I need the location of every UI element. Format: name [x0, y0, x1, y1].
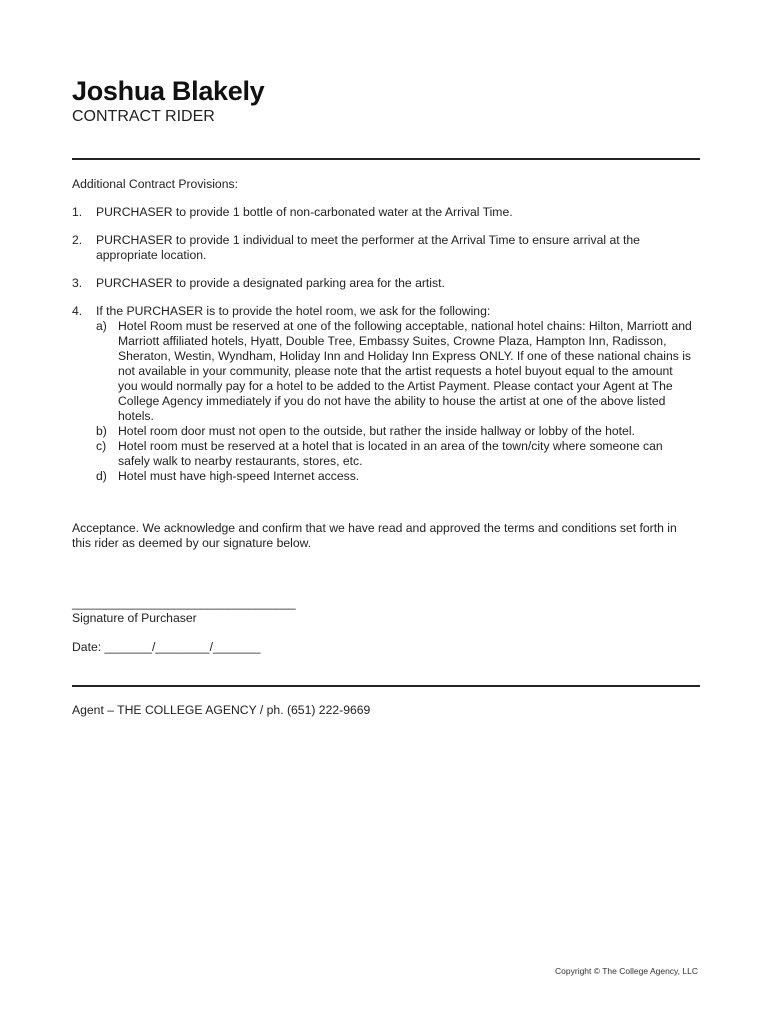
provisions-intro: Additional Contract Provisions:	[72, 177, 238, 191]
page-subtitle: CONTRACT RIDER	[72, 108, 215, 125]
header-divider	[72, 158, 700, 160]
hotel-requirement	[96, 319, 692, 424]
requirement-text: Hotel Room must be reserved at one of the following acceptable, national hotel chains: Hilton, Marriott and Marriott affiliated hotels, Hyatt, Double Tree, Embassy Suites, Crowne Plaza, Hampton Inn, Radisson, Sheraton, Westin, Wyndham, Holiday Inn and Holiday Inn Express ONLY. If one of these national chains is not available in your community, please note that the artist requests a hotel buyout equal to the amount you would normally pay for a hotel to be added to the Artist Payment. Please contact your Agent at The College Agency immediately if you do not have the ability to house the artist at one of the above listed hotels.	[118, 319, 692, 423]
requirement-text: Hotel room door must not open to the outside, but rather the inside hallway or lobby of the hotel.	[118, 424, 635, 438]
provisions-list	[72, 205, 692, 497]
provision-text: PURCHASER to provide 1 bottle of non-carbonated water at the Arrival Time.	[96, 205, 513, 219]
provision-text: PURCHASER to provide 1 individual to meet the performer at the Arrival Time to ensure arrival at the appropriate location.	[96, 233, 640, 262]
signature-line: _________________________________	[72, 596, 296, 610]
requirement-text: Hotel must have high-speed Internet access.	[118, 469, 360, 483]
hotel-requirements-list	[96, 319, 692, 484]
requirement-letter: a)	[96, 319, 107, 333]
provision-item	[72, 304, 692, 484]
acceptance-statement: Acceptance. We acknowledge and confirm that we have read and approved the terms and conditions set forth in this rider as deemed by our signature below.	[72, 521, 677, 550]
provision-number: 4.	[72, 304, 83, 318]
provision-item	[72, 276, 692, 291]
date-field: Date: _______/________/_______	[72, 640, 261, 654]
requirement-text: Hotel room must be reserved at a hotel that is located in an area of the town/city where someone can safely walk to nearby restaurants, stores, etc.	[118, 439, 663, 468]
page-title: Joshua Blakely	[72, 76, 265, 106]
requirement-letter: b)	[96, 424, 107, 438]
copyright-notice: Copyright © The College Agency, LLC	[555, 966, 698, 976]
provision-number: 2.	[72, 233, 83, 247]
hotel-requirement	[96, 469, 692, 484]
provision-text: If the PURCHASER is to provide the hotel room, we ask for the following:	[96, 304, 491, 318]
signature-label: Signature of Purchaser	[72, 611, 197, 625]
provision-item	[72, 233, 692, 263]
hotel-requirement	[96, 439, 692, 469]
requirement-letter: c)	[96, 439, 107, 453]
provision-number: 3.	[72, 276, 83, 290]
provision-item	[72, 205, 692, 220]
requirement-letter: d)	[96, 469, 107, 483]
footer-divider	[72, 685, 700, 687]
agent-contact: Agent – THE COLLEGE AGENCY / ph. (651) 222-9669	[72, 703, 371, 717]
hotel-requirement	[96, 424, 692, 439]
provision-number: 1.	[72, 205, 83, 219]
provision-text: PURCHASER to provide a designated parking area for the artist.	[96, 276, 445, 290]
